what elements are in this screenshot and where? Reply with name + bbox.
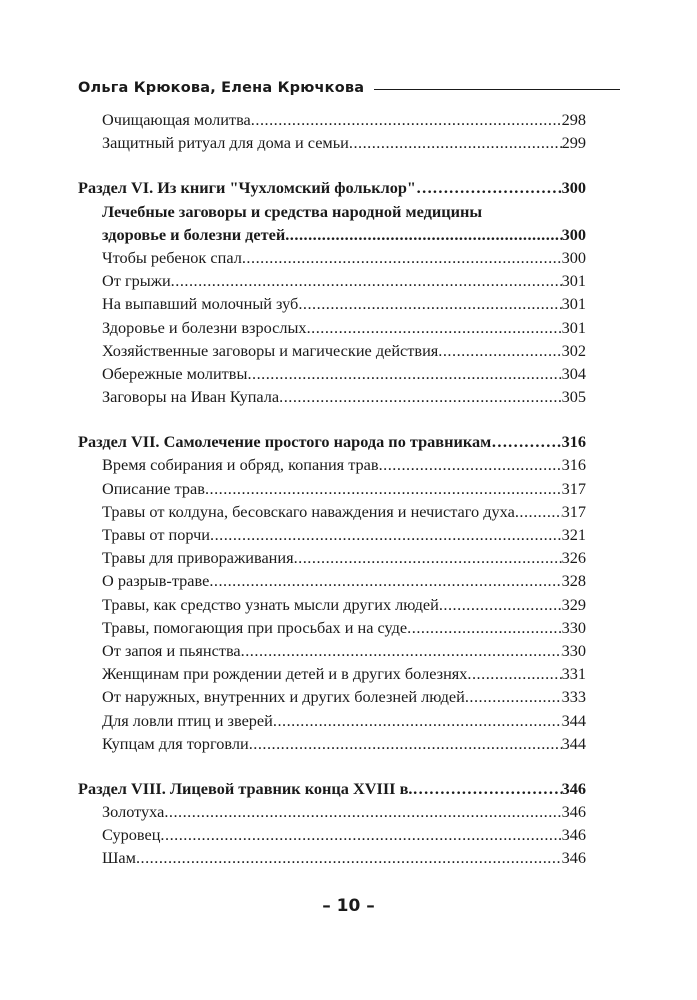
- toc-entry: [78, 271, 586, 294]
- toc-page-number: 304: [561, 363, 586, 383]
- toc-page-number: 346: [561, 848, 586, 868]
- toc-entry: [78, 525, 586, 548]
- dot-leader: [171, 271, 562, 291]
- toc-entry: [78, 641, 586, 664]
- toc-title: Для ловли птиц и зверей: [102, 710, 273, 730]
- toc-entry: [78, 479, 586, 502]
- toc-entry: [78, 825, 586, 848]
- toc-page-number: 329: [561, 594, 586, 614]
- toc-title: Золотуха: [102, 802, 165, 822]
- dot-leader: [209, 571, 561, 591]
- dot-leader: [210, 525, 562, 545]
- toc-page-number: 301: [561, 317, 586, 337]
- toc-entry: [78, 294, 586, 317]
- toc-title: Очищающая молитва: [102, 110, 251, 129]
- toc-entry: [78, 687, 586, 710]
- toc-title: Чтобы ребенок спал: [102, 247, 242, 267]
- toc-entry: [78, 110, 586, 133]
- dot-leader: [407, 618, 561, 638]
- dot-leader: [298, 294, 561, 314]
- toc-entry: [78, 802, 586, 825]
- toc-page-number: 330: [561, 617, 586, 637]
- toc-title: Защитный ритуал для дома и семьи: [102, 133, 349, 153]
- dot-leader: [491, 432, 561, 452]
- toc-page-number: 346: [561, 778, 586, 798]
- toc-title: Травы от порчи: [102, 525, 210, 544]
- toc-page-number: 330: [561, 640, 586, 660]
- toc-title: На выпавший молочный зуб: [102, 294, 299, 314]
- toc-page-number: 300: [561, 247, 586, 267]
- toc-entry: [78, 455, 586, 478]
- toc-page-number: 299: [561, 133, 586, 153]
- toc-subheading: [78, 202, 586, 225]
- dot-leader: [249, 734, 562, 754]
- section-gap: [78, 757, 586, 779]
- dot-leader: [241, 641, 562, 661]
- running-header: [78, 76, 620, 100]
- dot-leader: [439, 595, 562, 615]
- toc-title: Травы для привораживания: [102, 548, 294, 568]
- section-gap: [78, 410, 586, 432]
- dot-leader: [136, 848, 562, 868]
- header-rule: [374, 89, 620, 90]
- dot-leader: [294, 548, 562, 568]
- toc-page-number: 344: [561, 710, 586, 730]
- toc-entry: [78, 548, 586, 571]
- toc-title: Здоровье и болезни взрослых: [102, 317, 307, 337]
- toc-title: Заговоры на Иван Купала: [102, 387, 280, 407]
- table-of-contents: [78, 110, 586, 872]
- dot-leader: [247, 364, 561, 384]
- toc-title: Время собирания и обряд, копания трав: [102, 455, 379, 475]
- toc-title: Купцам для торговли: [102, 733, 249, 753]
- toc-page-number: 300: [561, 178, 586, 198]
- toc-entry: [78, 595, 586, 618]
- toc-title: От грыжи: [102, 271, 171, 291]
- toc-entry: [78, 133, 586, 156]
- toc-title: Суровец: [102, 825, 161, 845]
- toc-title: Женщинам при рождении детей и в других болезнях: [102, 664, 468, 684]
- toc-page-number: 317: [561, 501, 586, 521]
- toc-entry: [78, 848, 586, 871]
- toc-title: Шам: [102, 848, 136, 868]
- toc-entry: [78, 711, 586, 734]
- toc-page-number: 300: [561, 224, 586, 244]
- dot-leader: [242, 248, 562, 268]
- dot-leader: [307, 318, 562, 338]
- dot-leader: [379, 455, 562, 475]
- dot-leader: [467, 664, 561, 684]
- toc-entry: [78, 248, 586, 271]
- toc-subheading: [78, 225, 586, 248]
- toc-title: Хозяйственные заговоры и магические действия: [102, 340, 439, 360]
- dot-leader: [279, 387, 561, 407]
- dot-leader: [465, 687, 562, 707]
- running-header-authors: Ольга Крюкова, Елена Крючкова: [78, 80, 365, 96]
- toc-entry: [78, 502, 586, 525]
- toc-entry: [78, 664, 586, 687]
- toc-page-number: 305: [561, 387, 586, 407]
- toc-title: Травы, помогающия при просьбах и на суде: [102, 617, 408, 637]
- toc-title: Лечебные заговоры и средства народной медицины: [102, 201, 483, 221]
- toc-page-number: 321: [561, 525, 586, 544]
- toc-entry: [78, 734, 586, 757]
- dot-leader: [164, 802, 561, 822]
- dot-leader: [412, 779, 561, 799]
- dot-leader: [251, 110, 562, 130]
- toc-page-number: 298: [561, 110, 586, 129]
- dot-leader: [205, 479, 562, 499]
- toc-entry: [78, 341, 586, 364]
- toc-page-number: 346: [561, 825, 586, 845]
- toc-title: Травы от колдуна, бесовскаго наваждения и нечистаго духа: [102, 501, 515, 521]
- toc-entry: [78, 571, 586, 594]
- toc-section-heading: [78, 178, 586, 201]
- toc-title: От наружных, внутренних и других болезней людей: [102, 687, 465, 707]
- toc-title: Описание трав: [102, 478, 205, 498]
- dot-leader: [416, 178, 562, 198]
- toc-entry: [78, 318, 586, 341]
- toc-title: здоровье и болезни детей: [102, 224, 286, 244]
- toc-page-number: 346: [561, 802, 586, 822]
- toc-page-number: 328: [561, 571, 586, 591]
- toc-title: Травы, как средство узнать мысли других людей: [102, 594, 439, 614]
- toc-page-number: 316: [561, 455, 586, 475]
- toc-section-heading: [78, 432, 586, 455]
- toc-entry: [78, 364, 586, 387]
- toc-entry: [78, 618, 586, 641]
- toc-page-number: 301: [561, 271, 586, 291]
- toc-title: Раздел VI. Из книги "Чухломский фольклор": [78, 178, 416, 198]
- toc-title: Раздел VIII. Лицевой травник конца XVIII в.: [78, 778, 413, 798]
- dot-leader: [515, 502, 562, 522]
- page-number: – 10 –: [322, 896, 375, 916]
- toc-entry: [78, 387, 586, 410]
- dot-leader: [438, 341, 561, 361]
- toc-title: Раздел VII. Самолечение простого народа по травникам: [78, 432, 492, 452]
- toc-page-number: 333: [561, 687, 586, 707]
- toc-page-number: 316: [561, 432, 586, 452]
- dot-leader: [285, 225, 561, 245]
- dot-leader: [160, 825, 561, 845]
- toc-page-number: 344: [561, 733, 586, 753]
- toc-page-number: 302: [561, 340, 586, 360]
- toc-title: От запоя и пьянства: [102, 640, 241, 660]
- toc-title: Обережные молитвы: [102, 363, 248, 383]
- toc-page-number: 331: [561, 664, 586, 684]
- toc-page-number: 317: [561, 478, 586, 498]
- toc-page-number: 301: [561, 294, 586, 314]
- dot-leader: [349, 133, 562, 153]
- dot-leader: [273, 711, 562, 731]
- toc-section-heading: [78, 779, 586, 802]
- toc-title: О разрыв-траве: [102, 571, 210, 591]
- toc-page-number: 326: [561, 548, 586, 568]
- section-gap: [78, 156, 586, 178]
